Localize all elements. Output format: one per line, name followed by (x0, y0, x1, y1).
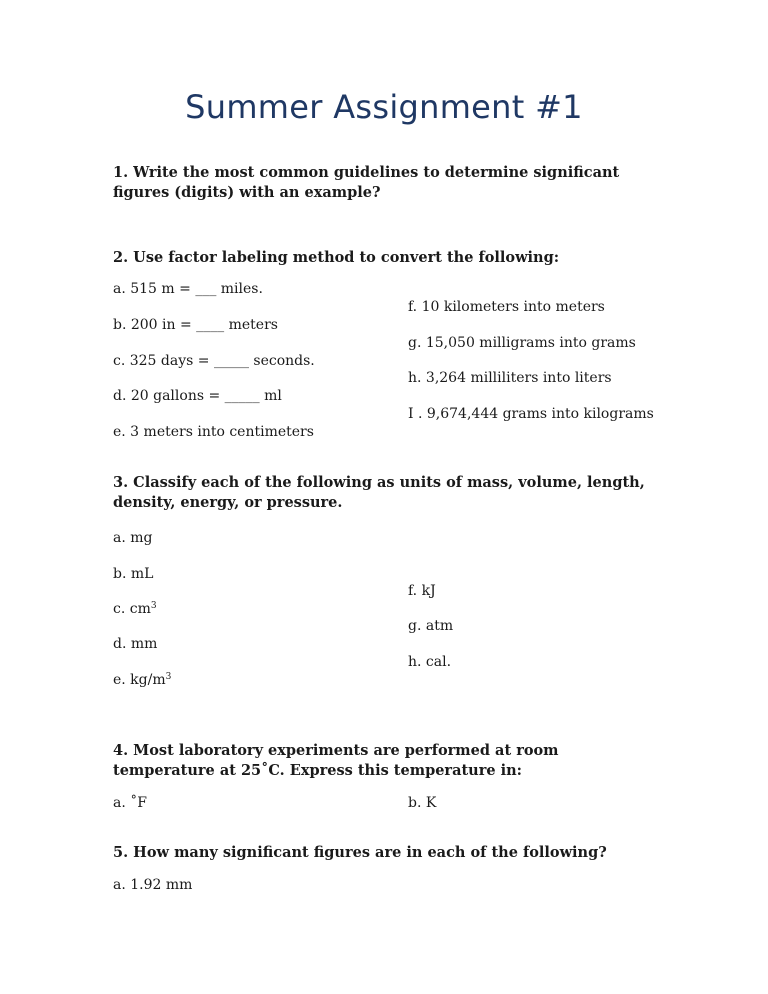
question-3: 3. Classify each of the following as units of mass, volume, length, density, energy, or pressure. (113, 474, 645, 511)
q2-item-d: d. 20 gallons = _____ ml (113, 388, 282, 404)
q2-item-a: a. 515 m = ___ miles. (113, 281, 263, 297)
question-2: 2. Use factor labeling method to convert the following: (113, 249, 560, 266)
q3-item-e-label: e. kg/m (113, 672, 166, 688)
q3-item-e-superscript: 3 (165, 672, 172, 682)
q4-item-b: b. K (408, 795, 437, 811)
q3-item-h: h. cal. (408, 654, 452, 670)
q3-item-a: a. mg (113, 530, 153, 546)
q2-item-i: I . 9,674,444 grams into kilograms (408, 406, 654, 422)
q3-item-c-superscript: 3 (150, 601, 157, 611)
q3-item-g: g. atm (408, 618, 454, 634)
q2-item-c: c. 325 days = _____ seconds. (113, 353, 315, 369)
question-1: 1. Write the most common guidelines to determine significant figures (digits) with an example? (113, 164, 620, 201)
question-5: 5. How many significant figures are in each of the following? (113, 844, 607, 861)
q3-item-c-label: c. cm (113, 601, 151, 617)
q5-item-a: a. 1.92 mm (113, 877, 193, 893)
q3-item-d: d. mm (113, 636, 158, 652)
q4-item-a: a. ˚F (113, 795, 147, 811)
q2-item-e: e. 3 meters into centimeters (113, 424, 314, 440)
q3-item-c (113, 600, 157, 618)
q3-item-e (113, 671, 171, 689)
q3-item-b: b. mL (113, 566, 154, 582)
q2-item-g: g. 15,050 milligrams into grams (408, 335, 636, 351)
q2-item-f: f. 10 kilometers into meters (408, 299, 605, 315)
q3-item-f: f. kJ (408, 583, 436, 599)
question-4: 4. Most laboratory experiments are performed at room temperature at 25˚C. Express this temperature in: (113, 742, 559, 779)
page-title: Summer Assignment #1 (185, 88, 583, 126)
q2-item-b: b. 200 in = ____ meters (113, 317, 278, 333)
q2-item-h: h. 3,264 milliliters into liters (408, 370, 612, 386)
